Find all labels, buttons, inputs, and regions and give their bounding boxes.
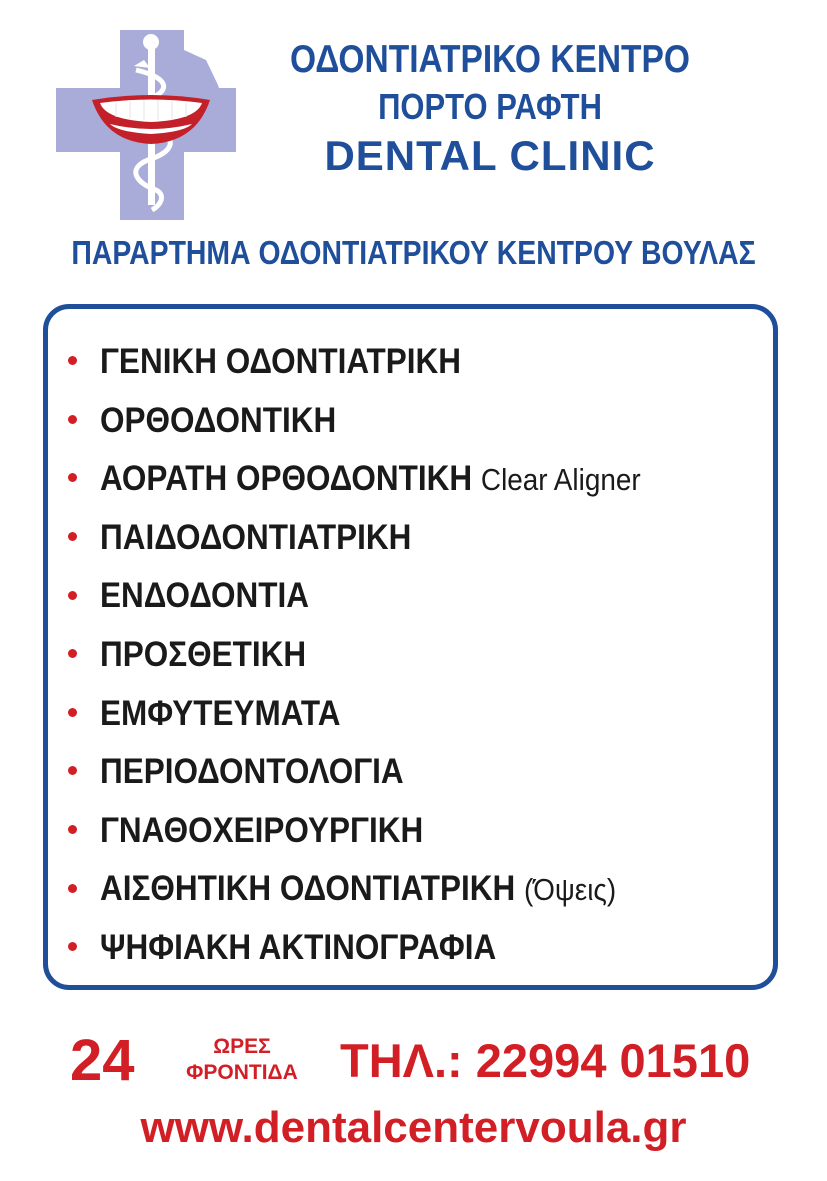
hours-line-1: ΩΡΕΣ <box>213 1035 271 1058</box>
clinic-name-english: DENTAL CLINIC <box>324 132 656 179</box>
list-item <box>68 919 701 978</box>
clinic-location: ΠΟΡΤΟ ΡΑΦΤΗ <box>378 86 602 127</box>
medical-cross-caduceus-smile-icon <box>56 30 236 220</box>
service-label: ΑΟΡΑΤΗ ΟΡΘΟΔΟΝΤΙΚΗ <box>100 459 473 499</box>
list-item <box>68 860 701 919</box>
clinic-name-greek: ΟΔΟΝΤΙΑΤΡΙΚΟ ΚΕΝΤΡΟ <box>290 38 690 81</box>
service-label: ΓΕΝΙΚΗ ΟΔΟΝΤΙΑΤΡΙΚΗ <box>100 342 462 381</box>
service-label: ΕΝΔΟΔΟΝΤΙΑ <box>100 576 309 616</box>
list-item <box>68 509 701 568</box>
bullet-icon <box>68 591 77 600</box>
list-item <box>68 450 701 509</box>
clinic-logo <box>56 30 236 220</box>
phone-number[interactable]: ΤΗΛ.: 22994 01510 <box>340 1034 751 1087</box>
bullet-icon <box>68 708 77 717</box>
services-panel <box>43 304 778 990</box>
list-item <box>68 685 701 744</box>
list-item <box>68 743 701 802</box>
bullet-icon <box>68 473 77 482</box>
service-label: ΠΡΟΣΘΕΤΙΚΗ <box>100 634 307 674</box>
service-note: Clear Aligner <box>480 462 641 498</box>
service-label: ΟΡΘΟΔΟΝΤΙΚΗ <box>100 400 337 440</box>
service-label: ΠΑΙΔΟΔΟΝΤΙΑΤΡΙΚΗ <box>100 517 412 557</box>
service-label: ΓΝΑΘΟΧΕΙΡΟΥΡΓΙΚΗ <box>100 810 424 850</box>
bullet-icon <box>68 356 77 365</box>
branch-subtitle: ΠΑΡΑΡΤΗΜΑ ΟΔΟΝΤΙΑΤΡΙΚΟΥ ΚΕΝΤΡΟΥ ΒΟΥΛΑΣ <box>71 234 756 271</box>
list-item <box>68 333 701 392</box>
bullet-icon <box>68 766 77 775</box>
list-item <box>68 626 701 685</box>
bullet-icon <box>68 415 77 424</box>
list-item <box>68 392 701 451</box>
service-label: ΠΕΡΙΟΔΟΝΤΟΛΟΓΙΑ <box>100 752 404 792</box>
service-label: ΨΗΦΙΑΚΗ ΑΚΤΙΝΟΓΡΑΦΙΑ <box>100 927 497 967</box>
website-link[interactable]: www.dentalcentervoula.gr <box>140 1103 687 1152</box>
list-item <box>68 802 701 861</box>
hours-line-2: ΦΡΟΝΤΙΔΑ <box>186 1061 298 1084</box>
bullet-icon <box>68 884 77 893</box>
service-note: (Όψεις) <box>523 872 617 908</box>
bullet-icon <box>68 942 77 951</box>
service-label: ΑΙΣΘΗΤΙΚΗ ΟΔΟΝΤΙΑΤΡΙΚΗ <box>100 869 516 909</box>
hours-number: 24 <box>70 1028 135 1093</box>
services-list <box>68 333 701 978</box>
bullet-icon <box>68 532 77 541</box>
hours-caption <box>162 1034 322 1086</box>
bullet-icon <box>68 825 77 834</box>
clinic-title-block <box>240 36 740 182</box>
service-label: ΕΜΦΥΤΕΥΜΑΤΑ <box>100 693 341 733</box>
bullet-icon <box>68 649 77 658</box>
list-item <box>68 567 701 626</box>
